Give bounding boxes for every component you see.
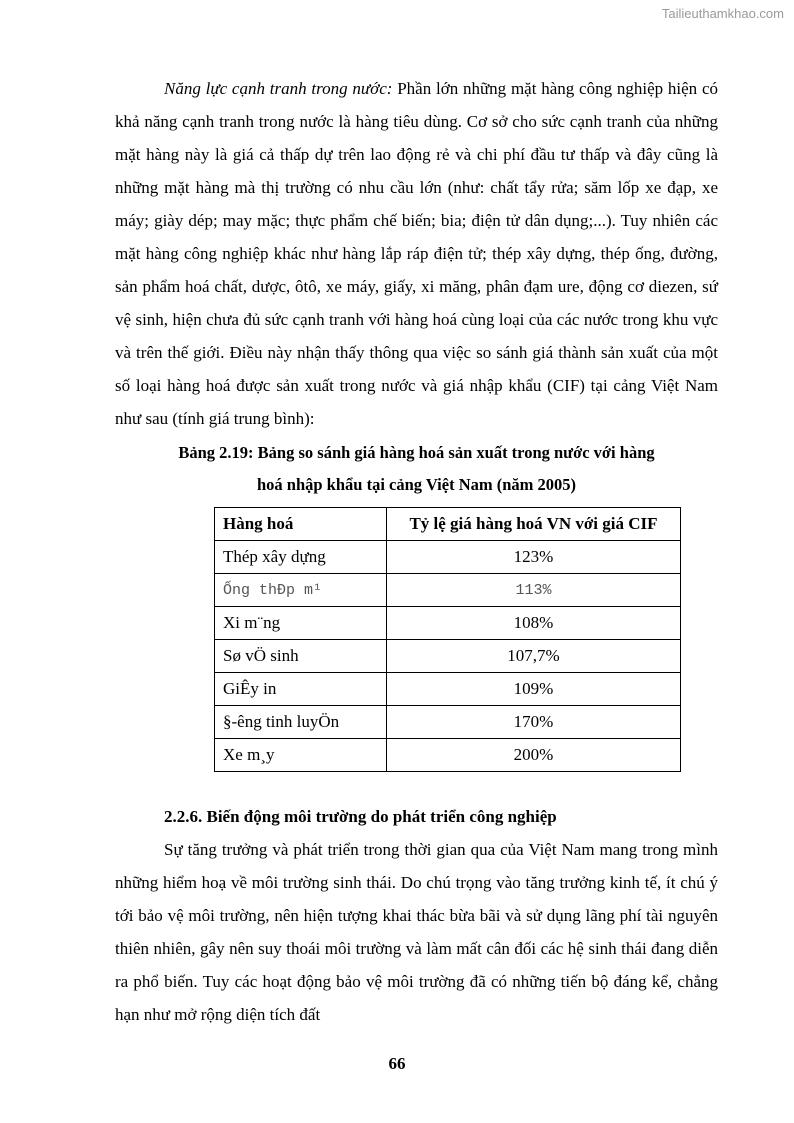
header-ratio: Tỷ lệ giá hàng hoá VN với giá CIF: [387, 508, 681, 541]
watermark: Tailieuthamkhao.com: [661, 6, 784, 21]
intro-text: Phần lớn những mặt hàng công nghiệp hiện có khả năng cạnh tranh trong nước là hàng tiêu dùng. Cơ sở cho sức cạnh tranh của những mặt hàng này là giá cả thấp dự trên lao động rẻ và chi phí đầu tư thấp và đây cũng là những mặt hàng mà thị trường có nhu cầu lớn (như: chất tẩy rửa; săm lốp xe đạp, xe máy; giày dép; may mặc; thực phẩm chế biến; bia; điện tử dân dụng;...). Tuy nhiên các mặt hàng công nghiệp khác như hàng lắp ráp điện tử; thép xây dựng, thép ống, đường, sản phẩm hoá chất, dược, ôtô, xe máy, giấy, xi măng, phân đạm ure, động cơ diezen, sứ vệ sinh, hiện chưa đủ sức cạnh tranh với hàng hoá cùng loại của các nước trong khu vực và trên thế giới. Điều này nhận thấy thông qua việc so sánh giá thành sản xuất của một số loại hàng hoá được sản xuất trong nước và giá nhập khẩu (CIF) tại cảng Việt Nam như sau (tính giá trung bình):: [115, 79, 719, 428]
row-goods: Sø vÖ sinh: [215, 640, 387, 673]
row-goods: Ống thĐp m¹: [215, 574, 387, 607]
table-row: [215, 640, 681, 673]
row-goods: Xi m¨ng: [215, 607, 387, 640]
section-heading: 2.2.6. Biến động môi trường do phát triển công nghiệp: [164, 807, 557, 826]
header-goods: Hàng hoá: [215, 508, 387, 541]
row-goods: §-êng tinh luyÖn: [215, 706, 387, 739]
row-goods: Thép xây dựng: [215, 541, 387, 574]
table-row: [215, 607, 681, 640]
row-ratio: 113%: [387, 574, 681, 607]
intro-lead: Năng lực cạnh tranh trong nước:: [164, 79, 393, 98]
intro-paragraph: [115, 72, 718, 435]
price-comparison-table: [214, 507, 681, 772]
page-content: [115, 72, 718, 1031]
row-ratio: 108%: [387, 607, 681, 640]
section-paragraph: Sự tăng trưởng và phát triển trong thời gian qua của Việt Nam mang trong mình những hiểm hoạ về môi trường sinh thái. Do chú trọng vào tăng trưởng kinh tế, ít chú ý tới bảo vệ môi trường, nên hiện tượng khai thác bừa bãi và sử dụng lãng phí tài nguyên thiên nhiên, gây nên suy thoái môi trường và làm mất cân đối các hệ sinh thái đang diễn ra phổ biến. Tuy các hoạt động bảo vệ môi trường đã có những tiến bộ đáng kể, chẳng hạn như mở rộng diện tích đất: [115, 840, 718, 1024]
table-caption-line1: Bảng 2.19: Bảng so sánh giá hàng hoá sản xuất trong nước với hàng: [178, 443, 655, 462]
page-number: 66: [388, 1054, 406, 1073]
row-ratio: 109%: [387, 673, 681, 706]
table-caption-line2: hoá nhập khẩu tại cảng Việt Nam (năm 2005): [256, 475, 577, 494]
table-row: [215, 739, 681, 772]
table-row: [215, 574, 681, 607]
row-ratio: 170%: [387, 706, 681, 739]
row-ratio: 123%: [387, 541, 681, 574]
row-ratio: 200%: [387, 739, 681, 772]
row-ratio: 107,7%: [387, 640, 681, 673]
table-row: [215, 541, 681, 574]
row-goods: GiÊy in: [215, 673, 387, 706]
row-goods: Xe m¸y: [215, 739, 387, 772]
table-row: [215, 706, 681, 739]
table-header-row: [215, 508, 681, 541]
table-row: [215, 673, 681, 706]
table-caption: [115, 437, 718, 501]
